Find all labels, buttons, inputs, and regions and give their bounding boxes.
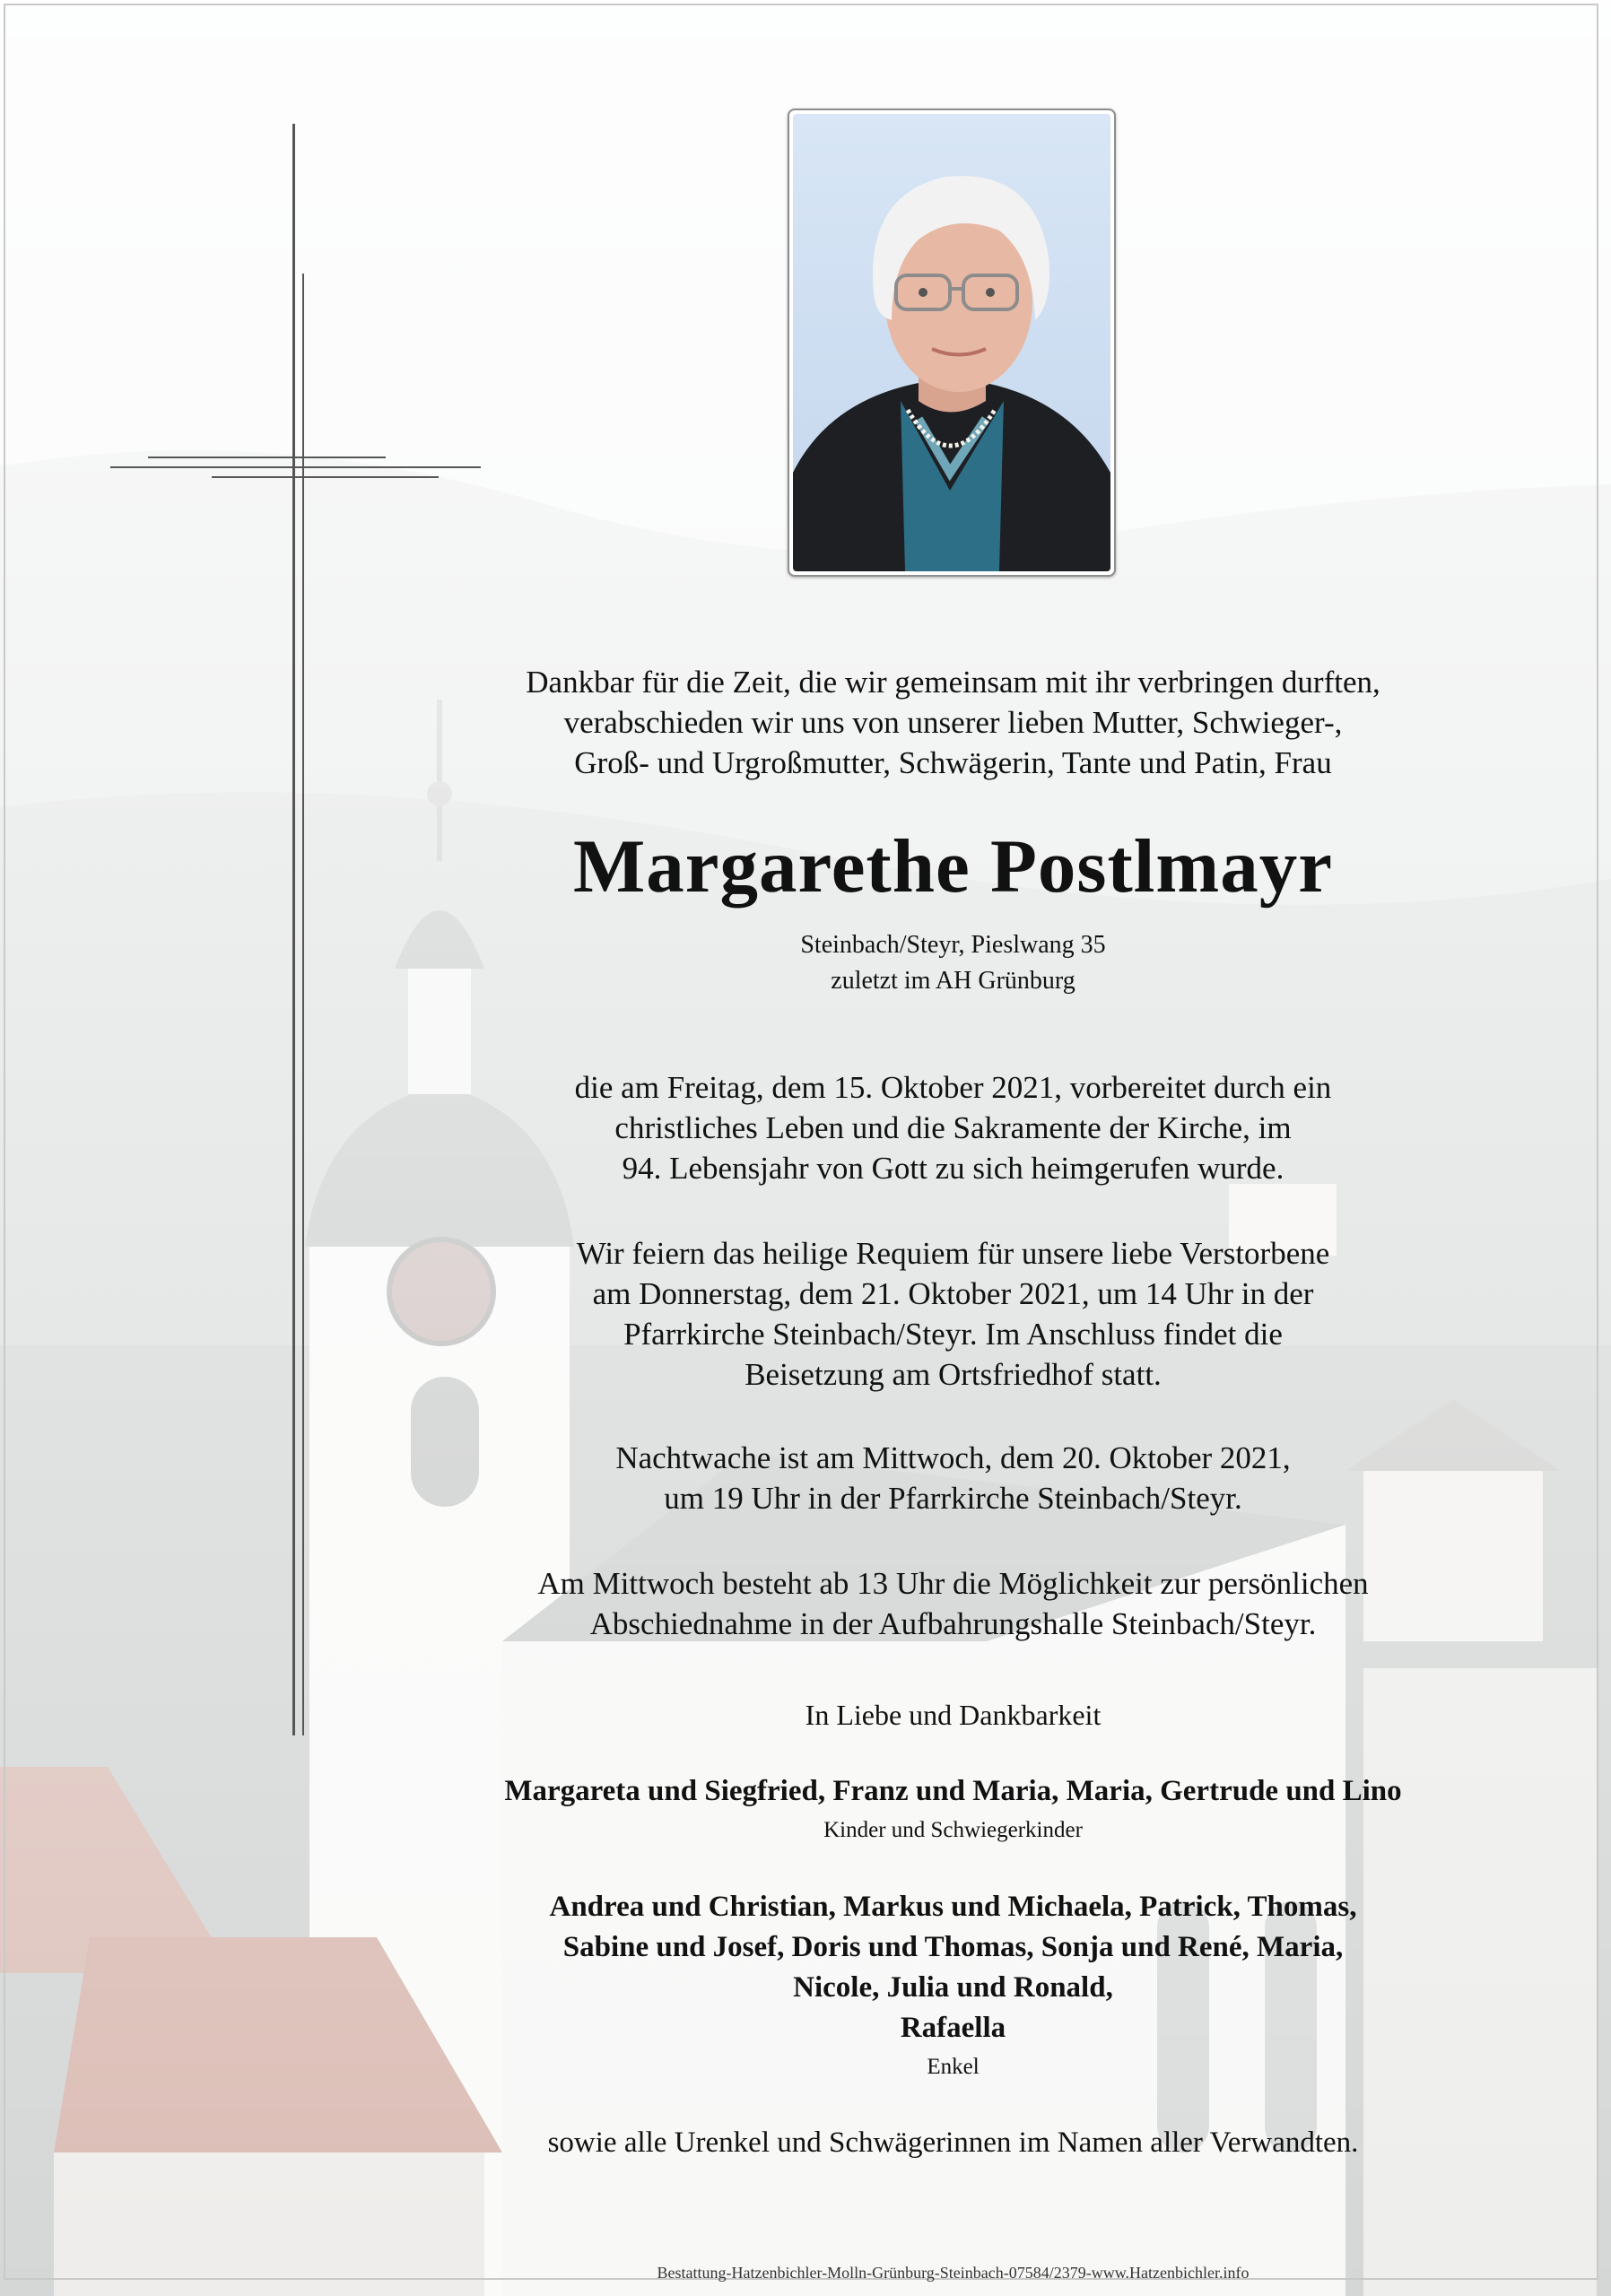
cross-horizontal-line-2 xyxy=(110,466,481,468)
death-paragraph xyxy=(448,1067,1458,1188)
love-line: In Liebe und Dankbarkeit xyxy=(805,1699,1102,1731)
farewell-line: Am Mittwoch besteht ab 13 Uhr die Möglichkeit zur persönlichen xyxy=(537,1566,1369,1601)
cross-vertical-line-2 xyxy=(302,274,304,1735)
address-line: zuletzt im AH Grünburg xyxy=(831,967,1075,995)
requiem-paragraph xyxy=(448,1233,1458,1395)
deceased-name: Margarethe Postlmayr xyxy=(573,824,1333,909)
cross-horizontal-line-1 xyxy=(148,457,386,458)
children-names: Margareta und Siegfried, Franz und Maria, Maria, Gertrude und Lino xyxy=(504,1775,1402,1807)
farewell-line: Abschiednahme in der Aufbahrungshalle Steinbach/Steyr. xyxy=(589,1606,1317,1641)
grandchildren-line: Andrea und Christian, Markus und Michaela, Patrick, Thomas, xyxy=(549,1891,1357,1923)
address-line: Steinbach/Steyr, Pieslwang 35 xyxy=(800,931,1106,959)
grandchildren-label: Enkel xyxy=(927,2055,980,2079)
children-label: Kinder und Schwiegerkinder xyxy=(823,1818,1083,1842)
death-line: 94. Lebensjahr von Gott zu sich heimgerufen wurde. xyxy=(622,1151,1284,1186)
cross-vertical-line-1 xyxy=(292,124,295,1735)
vigil-line: Nachtwache ist am Mittwoch, dem 20. Oktober 2021, xyxy=(615,1440,1291,1475)
death-line: christliches Leben und die Sakramente der Kirche, im xyxy=(614,1110,1292,1145)
grandchildren-line: Sabine und Josef, Doris und Thomas, Sonja und René, Maria, xyxy=(562,1931,1344,1963)
intro-text xyxy=(448,662,1458,783)
closing-line: sowie alle Urenkel und Schwägerinnen im Namen aller Verwandten. xyxy=(547,2126,1359,2159)
footer-funeral-home: Bestattung-Hatzenbichler-Molln-Grünburg-Steinbach-07584/2379-www.Hatzenbichler.info xyxy=(657,2264,1250,2282)
death-line: die am Freitag, dem 15. Oktober 2021, vorbereitet durch ein xyxy=(574,1070,1332,1105)
grandchildren-line: Nicole, Julia und Ronald, xyxy=(793,1971,1113,2004)
farewell-paragraph xyxy=(448,1563,1458,1644)
intro-line: Dankbar für die Zeit, die wir gemeinsam mit ihr verbringen durften, xyxy=(526,665,1380,700)
vigil-paragraph xyxy=(448,1438,1458,1518)
portrait-photo xyxy=(788,109,1116,577)
intro-line: Groß- und Urgroßmutter, Schwägerin, Tante und Patin, Frau xyxy=(574,745,1332,780)
vigil-line: um 19 Uhr in der Pfarrkirche Steinbach/Steyr. xyxy=(664,1481,1242,1516)
cross-horizontal-line-3 xyxy=(212,476,439,478)
address xyxy=(448,927,1458,999)
grandchildren-names xyxy=(448,1887,1458,2048)
requiem-line: Beisetzung am Ortsfriedhof statt. xyxy=(745,1357,1162,1392)
intro-line: verabschieden wir uns von unserer lieben Mutter, Schwieger-, xyxy=(563,705,1343,740)
requiem-line: am Donnerstag, dem 21. Oktober 2021, um 14 Uhr in der xyxy=(592,1276,1314,1311)
grandchildren-line: Rafaella xyxy=(900,2012,1006,2044)
requiem-line: Wir feiern das heilige Requiem für unsere liebe Verstorbene xyxy=(576,1236,1330,1271)
requiem-line: Pfarrkirche Steinbach/Steyr. Im Anschluss findet die xyxy=(623,1317,1283,1352)
